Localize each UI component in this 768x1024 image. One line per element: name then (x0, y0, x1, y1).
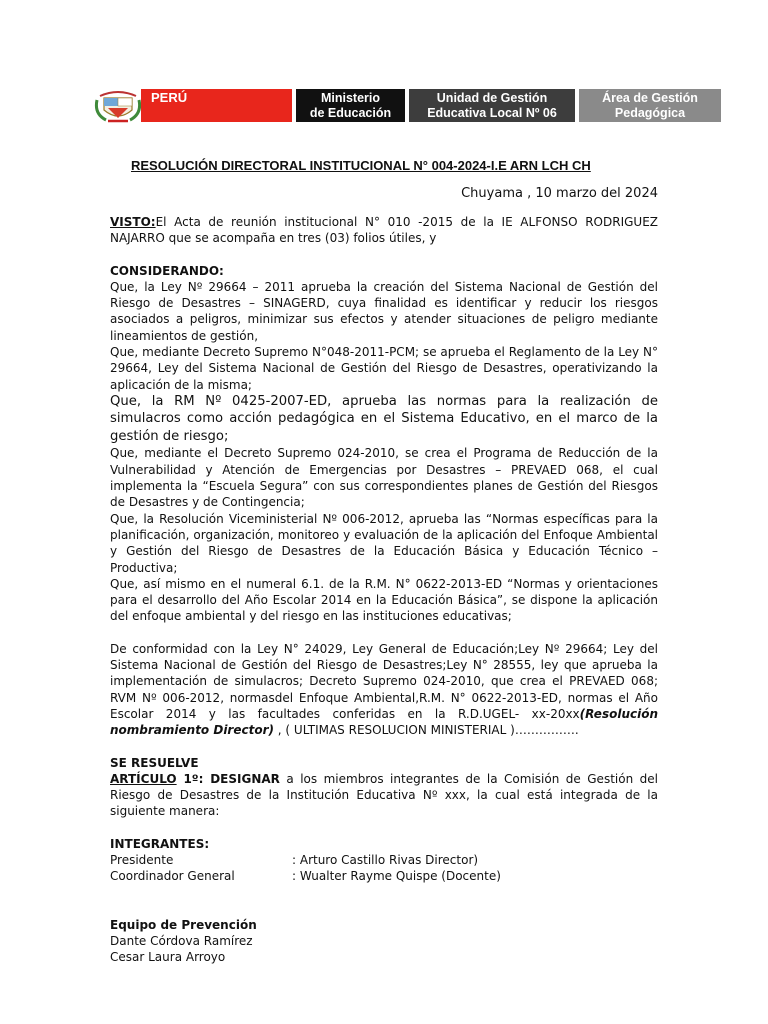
integrante-row: Presidente : Arturo Castillo Rivas Director) (110, 853, 479, 867)
considerando-p3: Que, la RM Nº 0425-2007-ED, aprueba las normas para la realización de simulacros como acción pedagógica en el Sistema Educativo, en el marco de la gestión de riesgo; (110, 393, 658, 444)
considerando-heading: CONSIDERANDO: (110, 263, 224, 278)
coat-of-arms-icon (94, 88, 142, 124)
letterhead (94, 88, 698, 124)
considerando-p1: Que, la Ley Nº 29664 – 2011 aprueba la creación del Sistema Nacional de Gestión del Riesgo de Desastres – SINAGERD, cuya finalidad es identificar y reducir los riesgos asociados a peligros, minimizar sus efectos y atender situaciones de peligro mediante lineamientos de gestión, (110, 279, 658, 343)
peru-label: PERÚ (141, 89, 292, 122)
equipo-member: Cesar Laura Arroyo (110, 950, 226, 965)
document-date: Chuyama , 10 marzo del 2024 (461, 186, 658, 201)
integrantes-heading: INTEGRANTES: (110, 836, 210, 851)
integrante-row: Coordinador General : Wualter Rayme Quispe (Docente) (110, 869, 501, 884)
area-label: Área de Gestión Pedagógica (579, 89, 721, 122)
document-title: RESOLUCIÓN DIRECTORAL INSTITUCIONAL N° 004-2024-I.E ARN LCH CH (131, 158, 591, 173)
considerando-p5: Que, la Resolución Viceministerial Nº 006-2012, aprueba las “Normas específicas para la planificación, organización, monitoreo y evaluación de la aplicación del Enfoque Ambiental y Gestión del Riesgo de Desastres de la Educación Básica y Educación Técnico – Productiva; (110, 511, 658, 575)
considerando-p4: Que, mediante el Decreto Supremo 024-2010, se crea el Programa de Reducción de la Vulnerabilidad y Atención de Emergencias por Desastres – PREVAED 068, el cual implementa la “Escuela Segura” con sus correspondientes planes de Gestión del Riesgos de Desastres y de Contingencia; (110, 446, 658, 510)
ugel-label: Unidad de Gestión Educativa Local Nº 06 (409, 89, 575, 122)
se-resuelve-heading: SE RESUELVE (110, 755, 199, 770)
considerando-p2: Que, mediante Decreto Supremo N°048-2011-PCM; se aprueba el Reglamento de la Ley N° 29664, Ley del Sistema Nacional de Gestión del Riesgo de Desastres, operativizando la aplicación de la misma; (110, 345, 658, 392)
equipo-member: Dante Córdova Ramírez (110, 933, 253, 948)
ministerio-label: Ministerio de Educación (296, 89, 405, 122)
considerando-p6: Que, así mismo en el numeral 6.1. de la R.M. N° 0622-2013-ED “Normas y orientaciones para el desarrollo del Año Escolar 2014 en la Educación Básica”, se dispone la aplicación del enfoque ambiental y del riesgo en las instituciones educativas; (110, 576, 658, 624)
visto-paragraph: VISTO:El Acta de reunión institucional N° 010 -2015 de la IE ALFONSO RODRIGUEZ NAJARRO que se acompaña en tres (03) folios útiles, y (110, 215, 658, 246)
equipo-heading: Equipo de Prevención (110, 917, 257, 932)
conformidad-paragraph: De conformidad con la Ley N° 24029, Ley General de Educación;Ley Nº 29664; Ley del Sistema Nacional de Gestión del Riesgo de Desastres;Ley N° 28555, ley que aprueba la implementación de simulacros; Decreto Supremo 024-2010, que crea el PREVAED 068; RVM Nº 006-2012, normasdel Enfoque Ambiental,R.M. N° 0622-2013-ED, normas el Año Escolar 2014 y las facultades conferidas en la R.D.UGEL- xx-20xx(Resolución nombramiento Director) , ( ULTIMAS RESOLUCION MINISTERIAL )……………. (110, 641, 658, 738)
document-body (110, 214, 658, 965)
articulo-paragraph: ARTÍCULO 1º: DESIGNAR a los miembros integrantes de la Comisión de Gestión del Riesgo de Desastres de la Institución Educativa Nº xxx, la cual está integrada de la siguiente manera: (110, 771, 658, 819)
